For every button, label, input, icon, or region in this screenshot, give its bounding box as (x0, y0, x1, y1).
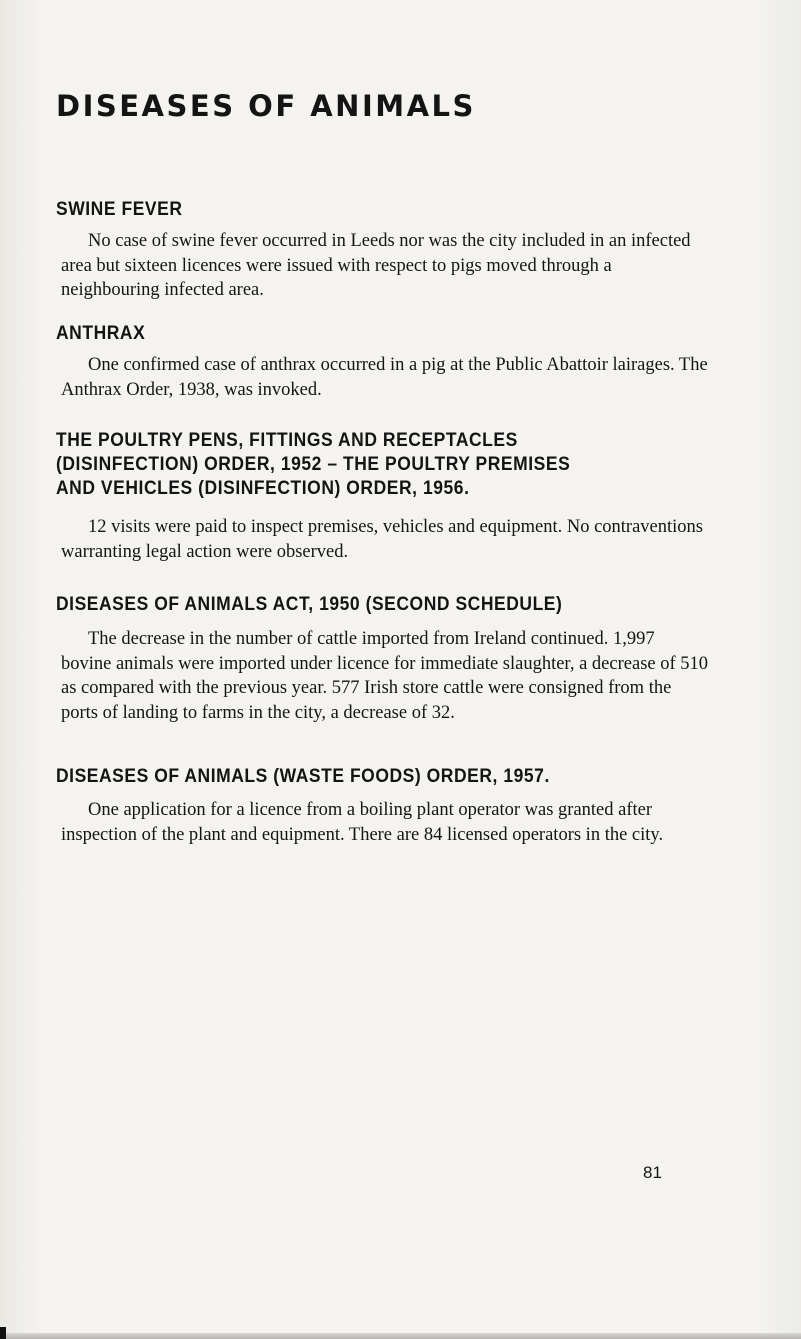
section-body: 12 visits were paid to inspect premises, vehicles and equipment. No contraventions warranting legal action were observed. (61, 517, 703, 562)
page-number: 81 (643, 1163, 662, 1182)
section-heading: ANTHRAX (56, 323, 146, 344)
scan-edge-mark (0, 1327, 6, 1339)
section-heading: DISEASES OF ANIMALS (WASTE FOODS) ORDER, 1957. (56, 766, 550, 787)
section-heading: SWINE FEVER (56, 199, 183, 220)
section-heading: DISEASES OF ANIMALS ACT, 1950 (SECOND SCHEDULE) (56, 594, 563, 615)
section-poultry-orders (56, 429, 708, 564)
section-heading-line: (DISINFECTION) ORDER, 1952 – THE POULTRY PREMISES (56, 454, 571, 475)
page-title: DISEASES OF ANIMALS (56, 89, 476, 123)
section-swine-fever (56, 198, 708, 303)
section-body: No case of swine fever occurred in Leeds nor was the city included in an infected area but sixteen licences were issued with respect to pigs moved through a neighbouring infected area. (61, 231, 691, 300)
section-body: The decrease in the number of cattle imported from Ireland continued. 1,997 bovine animals were imported under licence for immediate slaughter, a decrease of 510 as compared with the previous year. 577 Irish store cattle were consigned from the ports of landing to farms in the city, a decrease of 32. (61, 629, 709, 723)
section-heading-line: THE POULTRY PENS, FITTINGS AND RECEPTACLES (56, 430, 518, 451)
page-bottom-edge (0, 1333, 801, 1339)
section-heading-line: AND VEHICLES (DISINFECTION) ORDER, 1956. (56, 478, 470, 499)
section-anthrax (56, 322, 708, 402)
section-diseases-of-animals-act (56, 593, 708, 725)
section-body: One application for a licence from a boiling plant operator was granted after inspection of the plant and equipment. There are 84 licensed operators in the city. (61, 800, 664, 845)
section-waste-foods-order (56, 765, 708, 847)
section-body: One confirmed case of anthrax occurred in a pig at the Public Abattoir lairages. The Anthrax Order, 1938, was invoked. (61, 355, 708, 400)
